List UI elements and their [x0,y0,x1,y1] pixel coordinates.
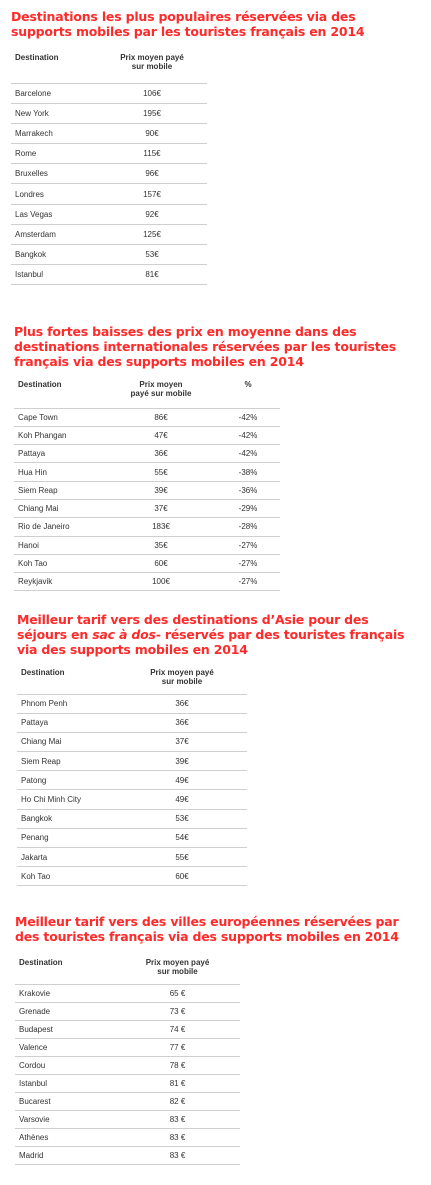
cell-price: 37€ [117,732,247,751]
cell-destination: Rome [11,144,97,164]
cell-percent: -42% [216,426,280,444]
cell-price: 83 € [115,1110,240,1128]
cell-price: 39€ [117,752,247,771]
table-row [14,554,280,572]
table-row [11,103,207,123]
table-body [15,984,240,1164]
cell-percent: -42% [216,445,280,463]
column-header-price [115,958,240,984]
cell-price: 100€ [106,573,216,591]
cell-destination: Koh Tao [17,867,117,886]
cell-price: 90€ [97,123,207,143]
table-row [17,809,247,828]
table-row [11,245,207,265]
cell-price: 83 € [115,1128,240,1146]
cell-destination: Reykjavik [14,573,106,591]
column-header-price [117,668,247,694]
cell-destination: Pattaya [14,445,106,463]
cell-destination: Jakarta [17,848,117,867]
cell-destination: Bangkok [17,809,117,828]
table-row [17,713,247,732]
cell-price: 55€ [106,463,216,481]
cell-destination: Valence [15,1038,115,1056]
section-title: Destinations les plus populaires réservées via des supports mobiles par les touristes français en 2014 [11,9,365,39]
table-row [11,123,207,143]
cell-price: 81€ [97,265,207,285]
cell-destination: Chiang Mai [14,499,106,517]
cell-destination: Koh Tao [14,554,106,572]
title-part: Meilleur tarif vers des destinations d’Asie pour des séjours en [17,612,369,642]
table-row [15,1074,240,1092]
cell-price: 157€ [97,184,207,204]
table-row [11,144,207,164]
cell-price: 36€ [117,694,247,713]
cell-price: 53€ [97,245,207,265]
table-row [15,1146,240,1164]
cell-price: 36€ [117,713,247,732]
cell-destination: Hanoi [14,536,106,554]
column-header-price-line2: sur mobile [161,677,203,686]
cell-destination: Las Vegas [11,204,97,224]
table-row [15,1128,240,1146]
cell-price: 49€ [117,771,247,790]
cell-price: 78 € [115,1056,240,1074]
cell-percent: -27% [216,536,280,554]
cell-percent: -42% [216,408,280,426]
cell-price: 53€ [117,809,247,828]
cell-price: 39€ [106,481,216,499]
cell-price: 92€ [97,204,207,224]
cell-price: 81 € [115,1074,240,1092]
cell-price: 74 € [115,1020,240,1038]
cell-destination: Amsterdam [11,224,97,244]
cell-destination: Bucarest [15,1092,115,1110]
cell-price: 60€ [106,554,216,572]
cell-destination: Bangkok [11,245,97,265]
table-row [17,828,247,847]
cell-destination: Patong [17,771,117,790]
cell-price: 35€ [106,536,216,554]
table-row [14,445,280,463]
table-row [11,265,207,285]
cell-destination: Chiang Mai [17,732,117,751]
cell-percent: -27% [216,554,280,572]
cell-price: 47€ [106,426,216,444]
cell-price: 37€ [106,499,216,517]
cell-destination: Varsovie [15,1110,115,1128]
cell-price: 77 € [115,1038,240,1056]
column-header-percent: % [216,380,280,408]
table-row [11,184,207,204]
cell-price: 55€ [117,848,247,867]
section-title [17,612,407,657]
table-price-drops [14,380,280,591]
cell-destination: Penang [17,828,117,847]
column-header-price-line2: sur mobile [157,967,198,976]
cell-percent: -29% [216,499,280,517]
cell-percent: -28% [216,518,280,536]
table-row [14,426,280,444]
table-row [11,224,207,244]
table-row [15,1092,240,1110]
column-header-price-line2: sur mobile [131,62,173,71]
cell-destination: Cordou [15,1056,115,1074]
cell-destination: New York [11,103,97,123]
table-row [11,83,207,103]
cell-destination: Krakovie [15,984,115,1002]
table-row [14,499,280,517]
column-header-price-line1: Prix moyen payé [150,668,214,677]
table-row [15,1002,240,1020]
table-row [15,1038,240,1056]
cell-destination: Athènes [15,1128,115,1146]
table-body [14,408,280,591]
column-header-destination: Destination [15,958,115,984]
table-row [14,573,280,591]
table-row [14,481,280,499]
cell-destination: Koh Phangan [14,426,106,444]
cell-price: 125€ [97,224,207,244]
cell-destination: Istanbul [15,1074,115,1092]
cell-price: 115€ [97,144,207,164]
cell-destination: Ho Chi Minh City [17,790,117,809]
cell-price: 195€ [97,103,207,123]
title-part: - réservés par des touristes français via des supports mobiles en 2014 [17,627,405,657]
table-body [11,83,207,285]
table-row [11,164,207,184]
cell-destination: Bruxelles [11,164,97,184]
title-emphasis: sac à dos [92,627,156,642]
cell-price: 106€ [97,83,207,103]
cell-destination: Pattaya [17,713,117,732]
table-row [15,984,240,1002]
cell-price: 54€ [117,828,247,847]
table-popular-destinations [11,53,207,285]
cell-price: 49€ [117,790,247,809]
cell-price: 183€ [106,518,216,536]
table-european-cities [15,958,240,1165]
column-header-price [106,380,216,408]
cell-destination: Siem Reap [17,752,117,771]
cell-price: 36€ [106,445,216,463]
table-asia-backpack [17,668,247,886]
cell-destination: Siem Reap [14,481,106,499]
cell-price: 73 € [115,1002,240,1020]
table-row [17,752,247,771]
cell-percent: -38% [216,463,280,481]
cell-destination: Cape Town [14,408,106,426]
cell-price: 82 € [115,1092,240,1110]
table-row [17,848,247,867]
table-row [14,463,280,481]
table-row [15,1020,240,1038]
table-row [11,204,207,224]
cell-destination: Grenade [15,1002,115,1020]
column-header-price-line1: Prix moyen payé [120,53,184,62]
cell-percent: -36% [216,481,280,499]
cell-destination: Istanbul [11,265,97,285]
table-row [14,408,280,426]
table-body [17,694,247,886]
column-header-price-line1: Prix moyen [139,380,183,389]
table-row [17,732,247,751]
cell-price: 60€ [117,867,247,886]
column-header-destination: Destination [14,380,106,408]
cell-destination: Madrid [15,1146,115,1164]
cell-destination: Hua Hin [14,463,106,481]
table-row [14,536,280,554]
column-header-price-line1: Prix moyen payé [145,958,210,967]
cell-destination: Marrakech [11,123,97,143]
section-title: Meilleur tarif vers des villes européennes réservées par des touristes français via des supports mobiles en 2014 [15,914,399,944]
table-row [17,694,247,713]
table-row [15,1056,240,1074]
cell-price: 83 € [115,1146,240,1164]
table-row [17,867,247,886]
cell-destination: Rio de Janeiro [14,518,106,536]
table-row [14,518,280,536]
cell-price: 96€ [97,164,207,184]
table-row [17,790,247,809]
column-header-destination: Destination [11,53,97,83]
table-row [15,1110,240,1128]
table-row [17,771,247,790]
section-title: Plus fortes baisses des prix en moyenne dans des destinations internationales réservées par les touristes français via des supports mobiles en 2014 [14,324,396,369]
cell-percent: -27% [216,573,280,591]
cell-destination: Barcelone [11,83,97,103]
column-header-destination: Destination [17,668,117,694]
cell-price: 86€ [106,408,216,426]
cell-destination: Phnom Penh [17,694,117,713]
column-header-price [97,53,207,83]
cell-price: 65 € [115,984,240,1002]
cell-destination: Budapest [15,1020,115,1038]
column-header-price-line2: payé sur mobile [130,389,192,398]
cell-destination: Londres [11,184,97,204]
